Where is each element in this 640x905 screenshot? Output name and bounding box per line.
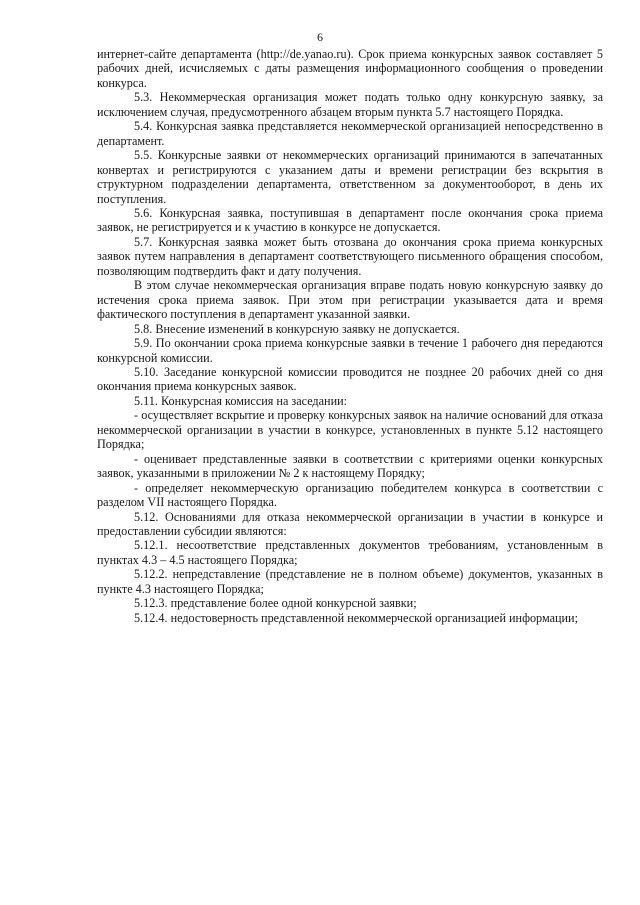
paragraph: 5.3. Некоммерческая организация может подать только одну конкурсную заявку, за исключением случая, предусмотренного абзацем вторым пункта 5.7 настоящего Порядка.: [97, 90, 603, 119]
paragraph: 5.12.3. представление более одной конкурсной заявки;: [134, 596, 417, 611]
paragraph: 5.7. Конкурсная заявка может быть отозвана до окончания срока приема конкурсных заявок путем направления в департамент соответствующего письменного обращения способом, позволяющим подтвердить факт и дату получения.: [97, 234, 603, 278]
paragraph: 5.12.4. недостоверность представленной некоммерческой организацией информации;: [134, 610, 578, 625]
paragraph: интернет-сайте департамента (http://de.yanao.ru). Срок приема конкурсных заявок составляет 5 рабочих дней, исчисляемых с даты размещения информационного сообщения о проведении конкурса.: [97, 47, 603, 90]
paragraph: 5.11. Конкурсная комиссия на заседании:: [134, 393, 347, 408]
list-item: - определяет некоммерческую организацию победителем конкурса в соответствии с разделом VII настоящего Порядка.: [97, 480, 603, 510]
paragraph: 5.5. Конкурсные заявки от некоммерческих организаций принимаются в запечатанных конвертах и регистрируются с указанием даты и времени регистрации без вскрытия в структурном подразделении департамента, ответственном за документооборот, в день их поступления.: [97, 148, 603, 206]
paragraph: 5.8. Внесение изменений в конкурсную заявку не допускается.: [134, 321, 460, 336]
paragraph: 5.4. Конкурсная заявка представляется некоммерческой организацией непосредственно в департамент.: [97, 119, 603, 148]
paragraph: 5.10. Заседание конкурсной комиссии проводится не позднее 20 рабочих дней со дня окончания приема конкурсных заявок.: [97, 364, 603, 394]
paragraph: 5.12.2. непредставление (представление не в полном объеме) документов, указанных в пункте 4.3 настоящего Порядка;: [97, 567, 603, 596]
paragraph: 5.9. По окончании срока приема конкурсные заявки в течение 1 рабочего дня передаются конкурсной комиссии.: [97, 336, 603, 365]
list-item: - оценивает представленные заявки в соответствии с критериями оценки конкурсных заявок, указанными в приложении № 2 к настоящему Порядку;: [97, 451, 603, 481]
document-body: [97, 47, 603, 625]
paragraph: 5.12.1. несоответствие представленных документов требованиям, установленным в пунктах 4.3 – 4.5 настоящего Порядка;: [97, 538, 603, 567]
list-item: - осуществляет вскрытие и проверку конкурсных заявок на наличие оснований для отказа некоммерческой организации в участии в конкурсе, установленных в пункте 5.12 настоящего Порядка;: [97, 408, 603, 452]
page-number: 6: [317, 30, 323, 44]
paragraph: В этом случае некоммерческая организация вправе подать новую конкурсную заявку до истечения срока приема заявок. При этом при регистрации указывается дата и время фактического поступления в департамент указанной заявки.: [97, 278, 603, 322]
paragraph: 5.6. Конкурсная заявка, поступившая в департамент после окончания срока приема заявок, не регистрируется и к участию в конкурсе не допускается.: [97, 205, 603, 235]
paragraph: 5.12. Основаниями для отказа некоммерческой организации в участии в конкурсе и предоставлении субсидии являются:: [97, 509, 603, 538]
